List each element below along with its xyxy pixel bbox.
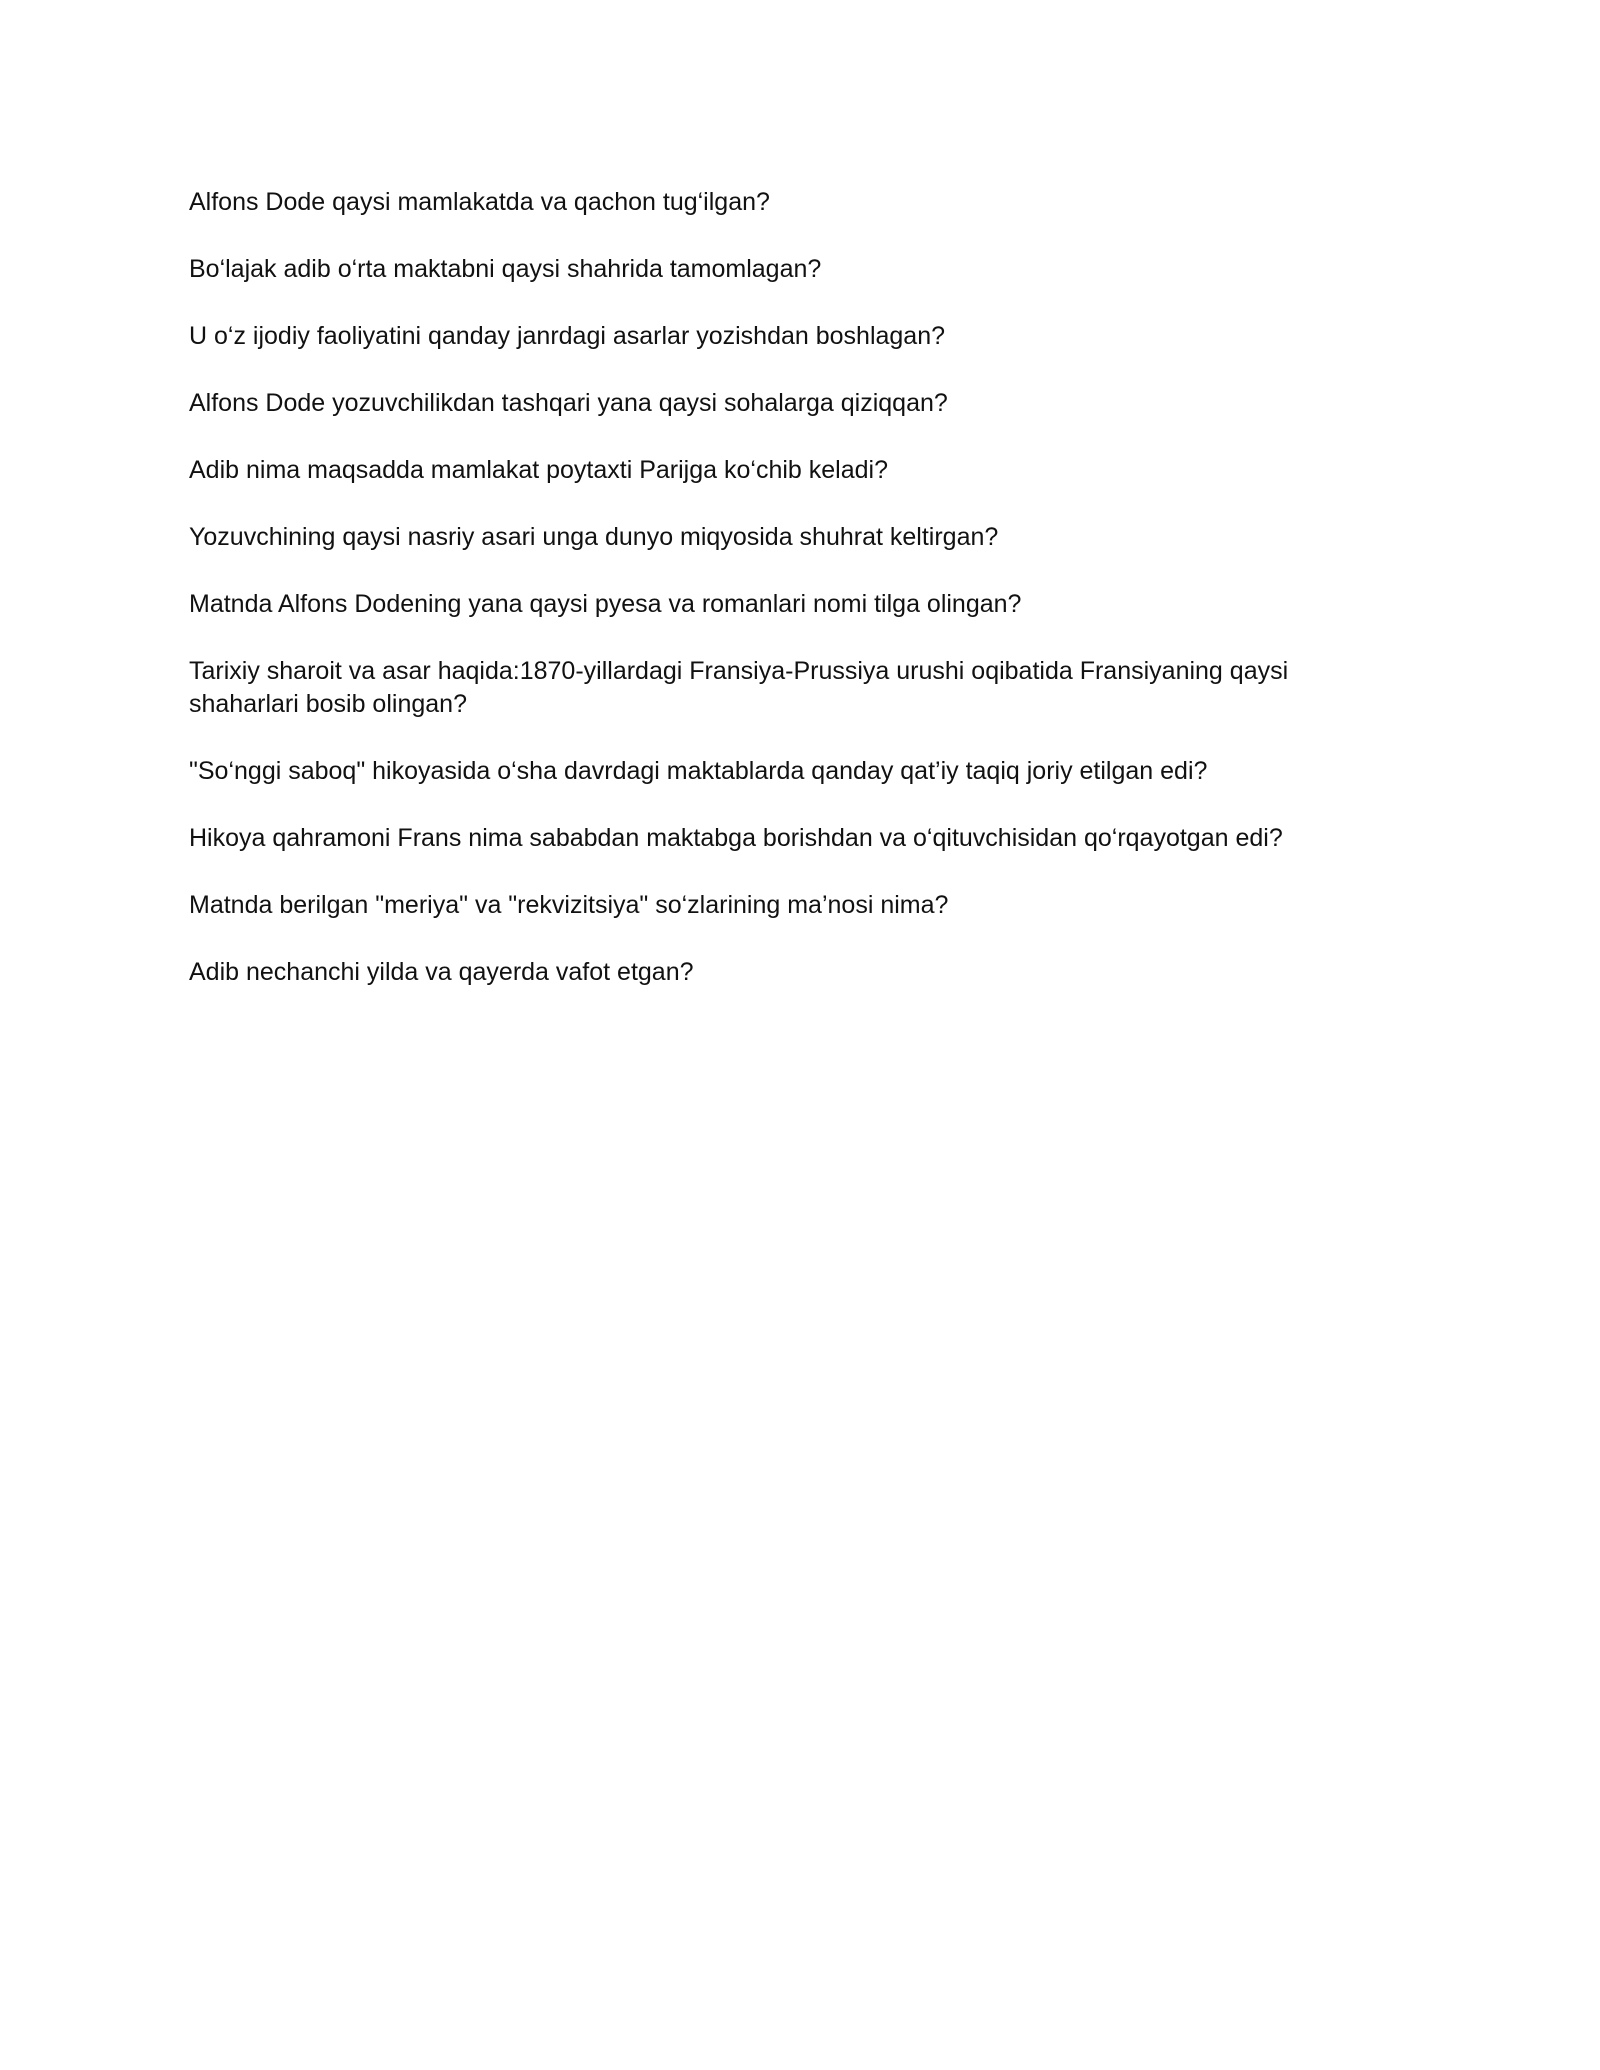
question-5: Adib nima maqsadda mamlakat poytaxti Parijga ko‘chib keladi? (189, 456, 888, 484)
question-8: Tarixiy sharoit va asar haqida:1870-yillardagi Fransiya-Prussiya urushi oqibatida Fransiyaning qaysi shaharlari bosib olingan? (189, 657, 1289, 718)
question-6: Yozuvchining qaysi nasriy asari unga dunyo miqyosida shuhrat keltirgan? (189, 523, 999, 551)
question-1: Alfons Dode qaysi mamlakatda va qachon tug‘ilgan? (189, 188, 770, 216)
question-11: Matnda berilgan "meriya" va "rekvizitsiya" so‘zlarining ma’nosi nima? (189, 891, 949, 919)
question-9: "So‘nggi saboq" hikoyasida o‘sha davrdagi maktablarda qanday qat’iy taqiq joriy etilgan edi? (189, 757, 1208, 785)
question-2: Bo‘lajak adib o‘rta maktabni qaysi shahrida tamomlagan? (189, 255, 822, 283)
question-12: Adib nechanchi yilda va qayerda vafot etgan? (189, 958, 694, 986)
question-4: Alfons Dode yozuvchilikdan tashqari yana qaysi sohalarga qiziqqan? (189, 389, 948, 417)
question-list (189, 186, 1369, 1023)
question-3: U o‘z ijodiy faoliyatini qanday janrdagi asarlar yozishdan boshlagan? (189, 322, 946, 350)
question-10: Hikoya qahramoni Frans nima sababdan maktabga borishdan va o‘qituvchisidan qo‘rqayotgan edi? (189, 824, 1283, 852)
question-7: Matnda Alfons Dodening yana qaysi pyesa va romanlari nomi tilga olingan? (189, 590, 1022, 618)
